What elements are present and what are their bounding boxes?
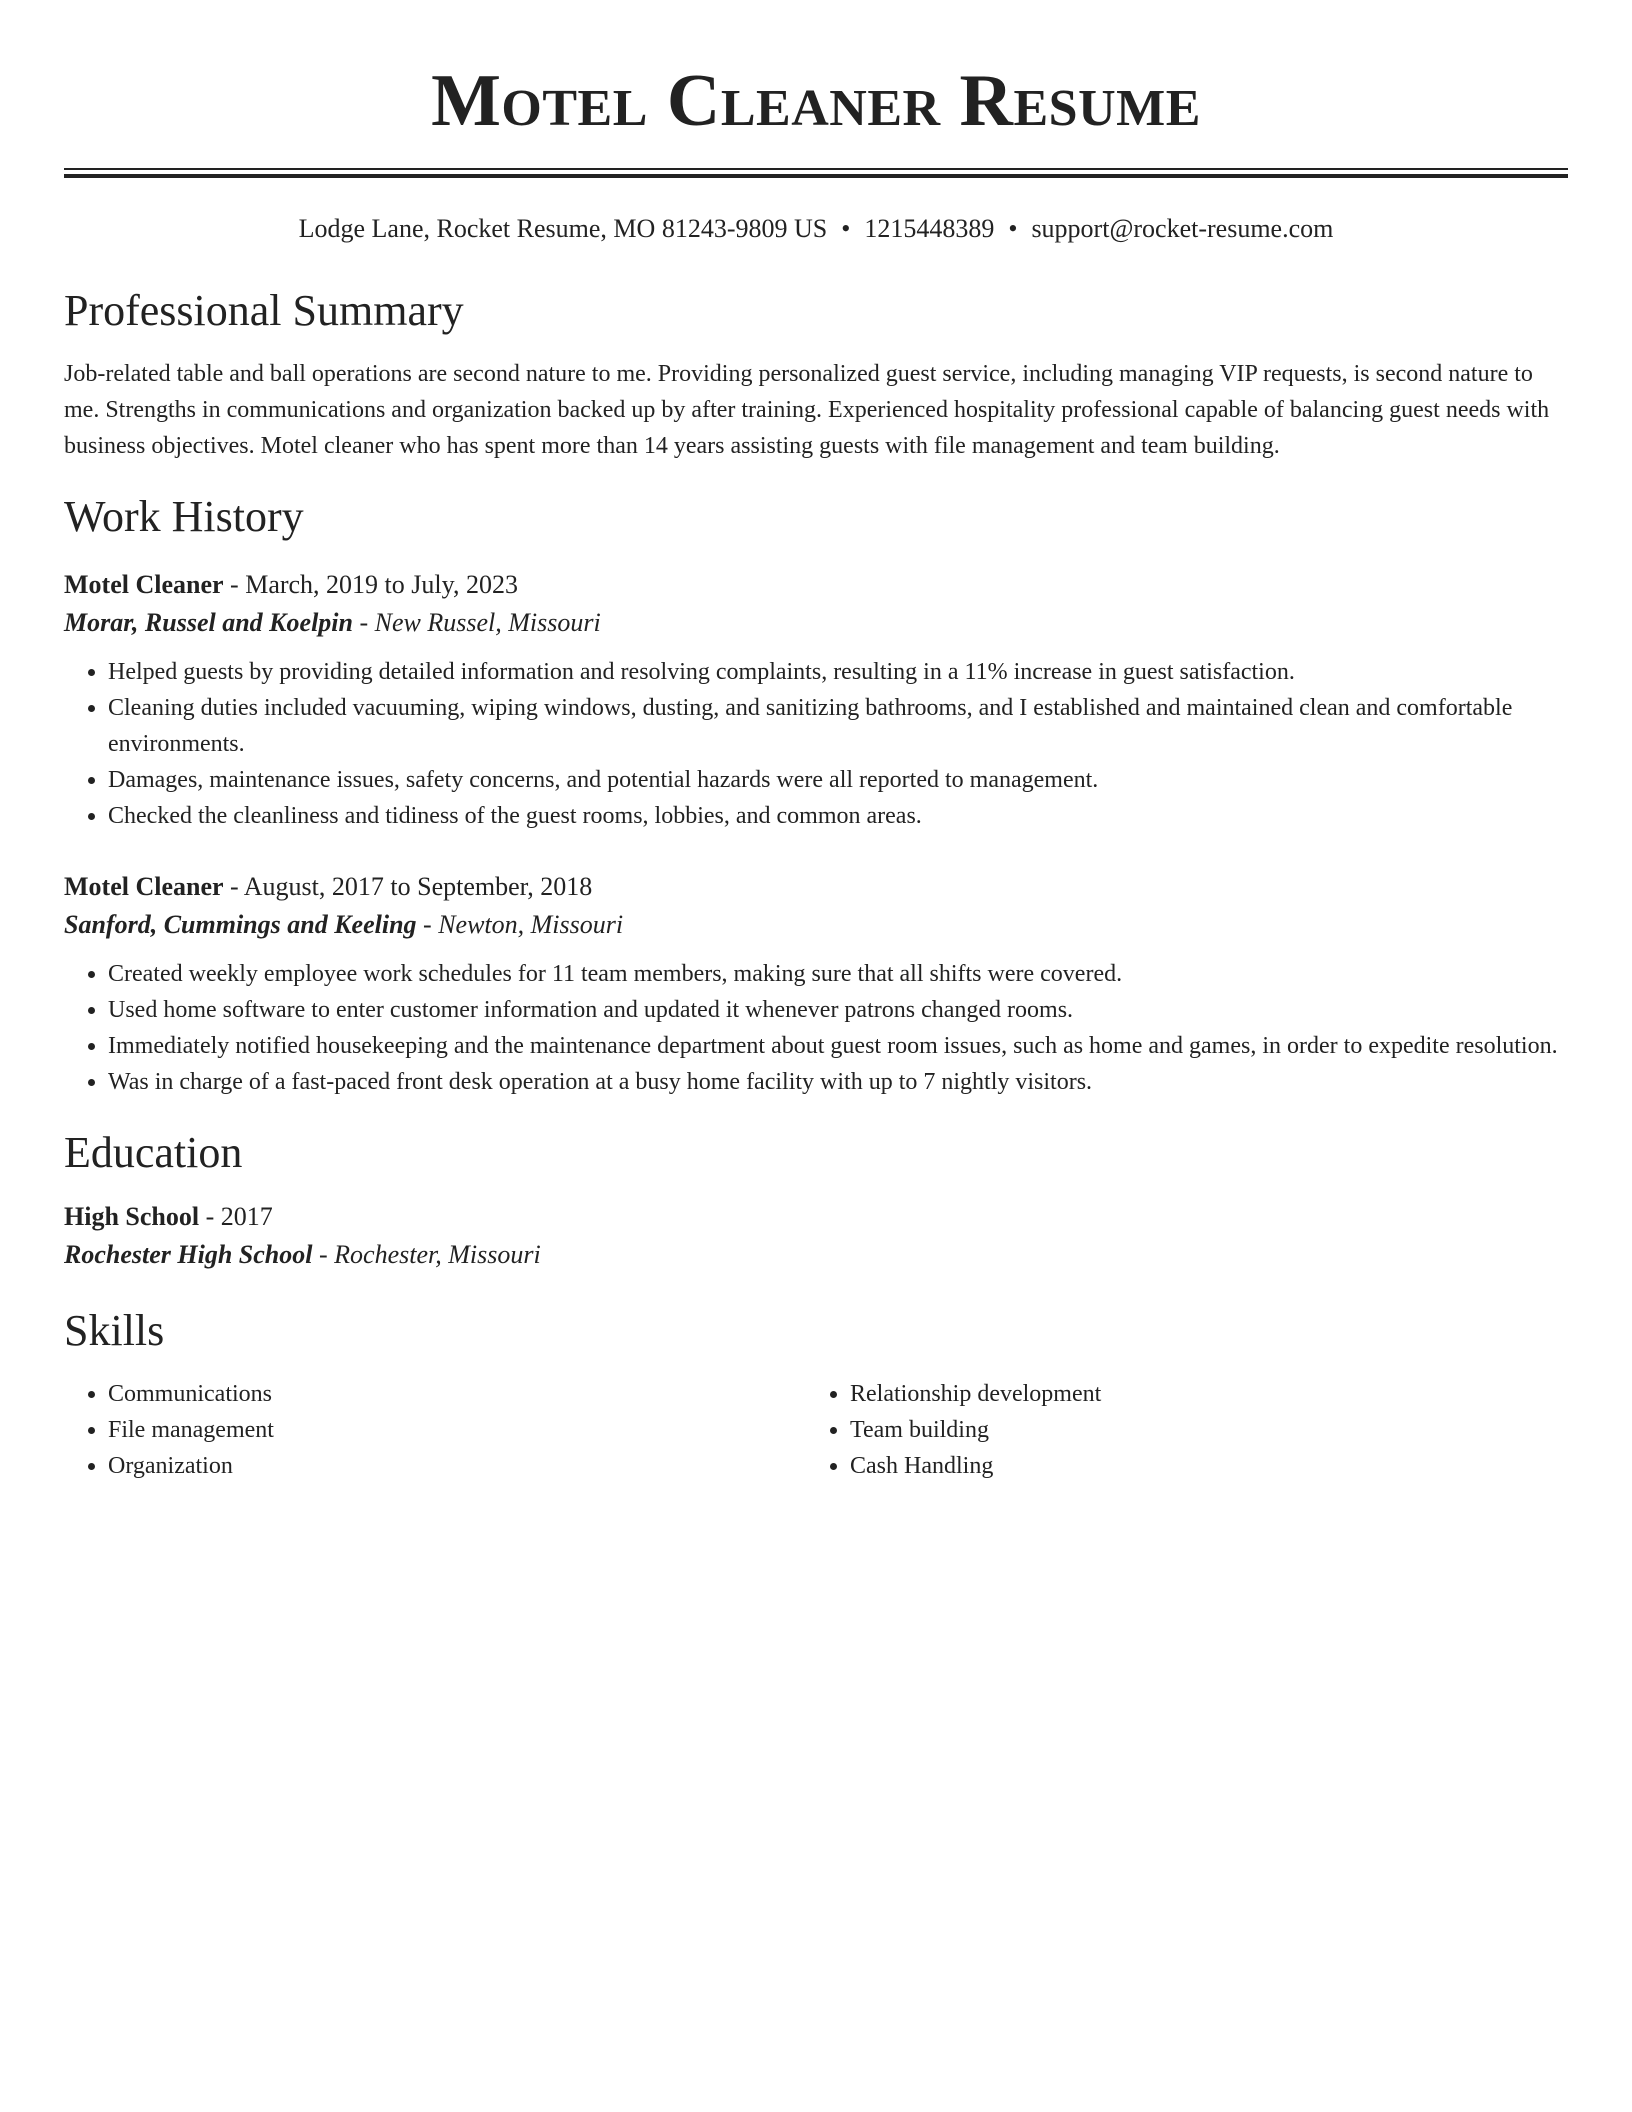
- skills-column-right: [806, 1376, 1548, 1484]
- job-location: - New Russel, Missouri: [352, 608, 601, 637]
- contact-separator: •: [841, 214, 851, 243]
- education-entry: [64, 1198, 1568, 1274]
- education-degree-line: [64, 1198, 1568, 1236]
- job-company-line: [64, 906, 1568, 944]
- resume-page: [64, 0, 1568, 1484]
- job-company: Morar, Russel and Koelpin: [64, 608, 353, 637]
- contact-address: Lodge Lane, Rocket Resume, MO 81243-9809 US: [298, 214, 828, 243]
- job-entry: [64, 566, 1568, 834]
- education-location: - Rochester, Missouri: [312, 1240, 541, 1269]
- job-bullet: • Damages, maintenance issues, safety concerns, and potential hazards were all reported to management.: [108, 762, 1568, 798]
- skills-heading: Skills: [64, 1306, 165, 1355]
- job-title: Motel Cleaner: [64, 872, 224, 901]
- summary-text: Job-related table and ball operations are second nature to me. Providing personalized guest service, including managing VIP requests, is second nature to me. Strengths in communications and organization backed up by after training. Experienced hospitality professional capable of balancing guest needs with business objectives. Motel cleaner who has spent more than 14 years assisting guests with file management and team building.: [64, 361, 1550, 459]
- job-bullet: • Immediately notified housekeeping and the maintenance department about guest room issues, such as home and games, in order to expedite resolution.: [108, 1028, 1568, 1064]
- job-company-line: [64, 604, 1568, 642]
- education-school-line: [64, 1236, 1568, 1274]
- education-degree: High School: [64, 1202, 200, 1231]
- job-bullet: • Used home software to enter customer information and updated it whenever patrons changed rooms.: [108, 992, 1568, 1028]
- skill-item: • Team building: [850, 1412, 1548, 1448]
- job-title-line: [64, 566, 1568, 604]
- job-bullet: • Checked the cleanliness and tidiness of the guest rooms, lobbies, and common areas.: [108, 798, 1568, 834]
- job-entry: [64, 868, 1568, 1100]
- title-divider: [64, 168, 1568, 178]
- contact-phone: 1215448389: [864, 214, 995, 243]
- summary-heading: Professional Summary: [64, 286, 464, 335]
- job-bullet: • Was in charge of a fast-paced front desk operation at a busy home facility with up to 7 nightly visitors.: [108, 1064, 1568, 1100]
- job-title: Motel Cleaner: [64, 570, 224, 599]
- job-bullet: • Cleaning duties included vacuuming, wiping windows, dusting, and sanitizing bathrooms, and I established and maintained clean and comfortable environments.: [108, 690, 1568, 762]
- job-bullets: [64, 956, 1568, 1100]
- job-company: Sanford, Cummings and Keeling: [64, 910, 417, 939]
- skill-item: • File management: [108, 1412, 806, 1448]
- job-bullet: • Helped guests by providing detailed information and resolving complaints, resulting in a 11% increase in guest satisfaction.: [108, 654, 1568, 690]
- work-history-heading: Work History: [64, 492, 304, 541]
- job-dates: - March, 2019 to July, 2023: [223, 570, 518, 599]
- job-dates: - August, 2017 to September, 2018: [223, 872, 593, 901]
- contact-line: [64, 214, 1568, 244]
- education-heading: Education: [64, 1128, 243, 1177]
- job-bullets: [64, 654, 1568, 834]
- skill-item: • Communications: [108, 1376, 806, 1412]
- contact-email: support@rocket-resume.com: [1031, 214, 1334, 243]
- skills-column-left: [64, 1376, 806, 1484]
- skill-item: • Relationship development: [850, 1376, 1548, 1412]
- contact-separator: •: [1008, 214, 1018, 243]
- job-location: - Newton, Missouri: [416, 910, 624, 939]
- job-title-line: [64, 868, 1568, 906]
- skill-item: • Cash Handling: [850, 1448, 1548, 1484]
- skills-list: [64, 1376, 1568, 1484]
- education-school: Rochester High School: [64, 1240, 313, 1269]
- resume-title: Motel Cleaner Resume: [431, 60, 1201, 142]
- skill-item: • Organization: [108, 1448, 806, 1484]
- education-year: - 2017: [199, 1202, 273, 1231]
- job-bullet: • Created weekly employee work schedules for 11 team members, making sure that all shifts were covered.: [108, 956, 1568, 992]
